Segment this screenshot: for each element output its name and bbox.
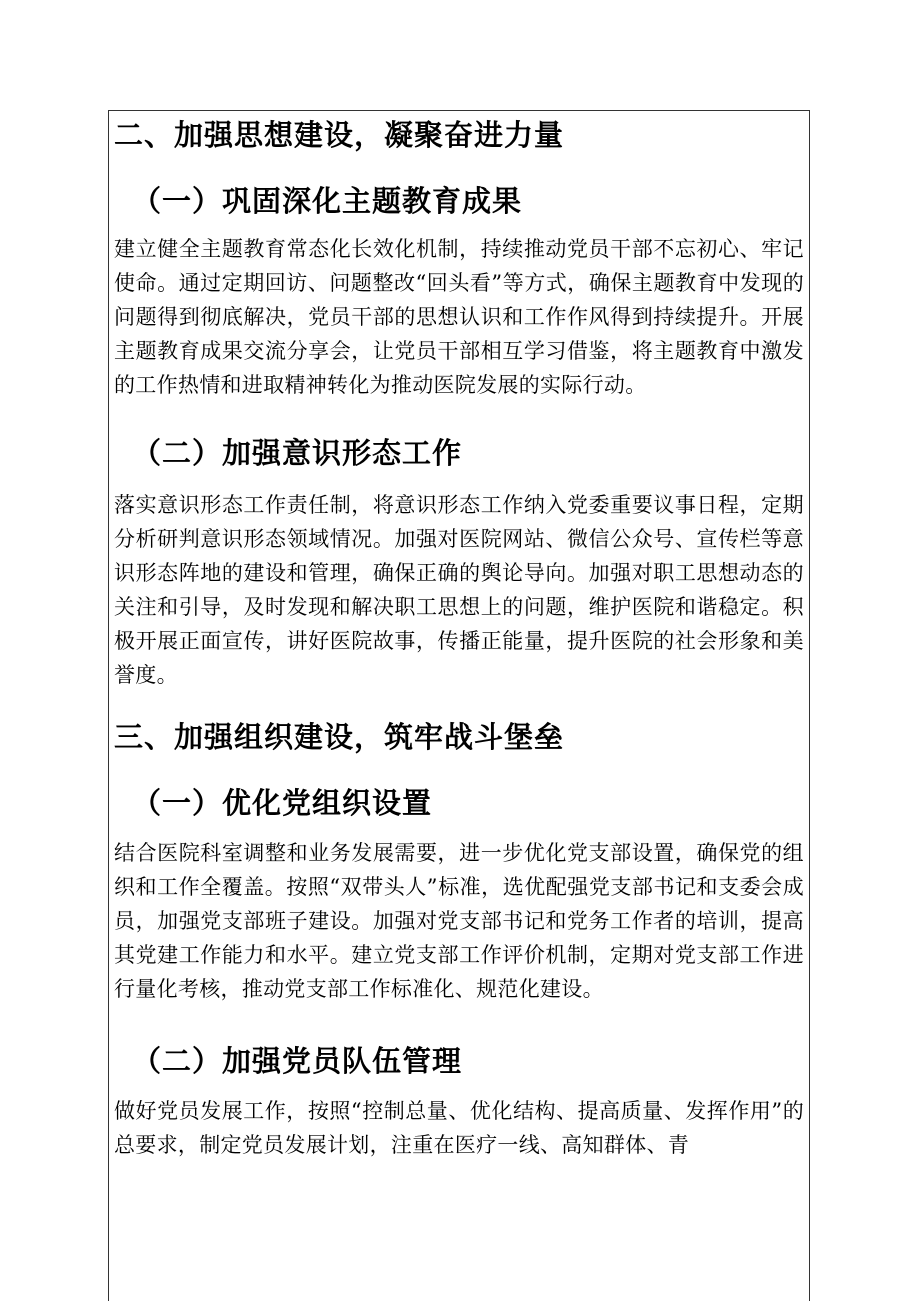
subsection-3-1 [114,782,804,1006]
subsection-heading: （二）加强党员队伍管理 [132,1044,463,1078]
paragraph: 结合医院科室调整和业务发展需要，进一步优化党支部设置，确保党的组织和工作全覆盖。按照“双带头人”标准，选优配强党支部书记和支委会成员，加强党支部班子建设。加强对党支部书记和党务工作者的培训，提高其党建工作能力和水平。建立党支部工作评价机制，定期对党支部工作进行量化考核，推动党支部工作标准化、规范化建设。 [114,841,804,1001]
section-heading: 二、加强思想建设，凝聚奋进力量 [114,118,565,152]
section-3 [114,716,804,1162]
subsection-2-1 [114,180,804,402]
subsection-heading: （二）加强意识形态工作 [132,436,463,470]
section-2 [114,114,804,692]
subsection-2-2 [114,432,804,692]
paragraph: 做好党员发展工作，按照“控制总量、优化结构、提高质量、发挥作用”的总要求，制定党员发展计划，注重在医疗一线、高知群体、青 [114,1099,804,1157]
paragraph: 落实意识形态工作责任制，将意识形态工作纳入党委重要议事日程，定期分析研判意识形态领域情况。加强对医院网站、微信公众号、宣传栏等意识形态阵地的建设和管理，确保正确的舆论导向。加强对职工思想动态的关注和引导，及时发现和解决职工思想上的问题，维护医院和谐稳定。积极开展正面宣传，讲好医院故事，传播正能量，提升医院的社会形象和美誉度。 [114,493,804,687]
subsection-3-2 [114,1040,804,1162]
paragraph: 建立健全主题教育常态化长效化机制，持续推动党员干部不忘初心、牢记使命。通过定期回访、问题整改“回头看”等方式，确保主题教育中发现的问题得到彻底解决，党员干部的思想认识和工作作风得到持续提升。开展主题教育成果交流分享会，让党员干部相互学习借鉴，将主题教育中激发的工作热情和进取精神转化为推动医院发展的实际行动。 [114,237,804,397]
document-content [114,114,804,1162]
subsection-heading: （一）巩固深化主题教育成果 [132,184,523,218]
section-heading: 三、加强组织建设，筑牢战斗堡垒 [114,720,565,754]
subsection-heading: （一）优化党组织设置 [132,786,433,820]
